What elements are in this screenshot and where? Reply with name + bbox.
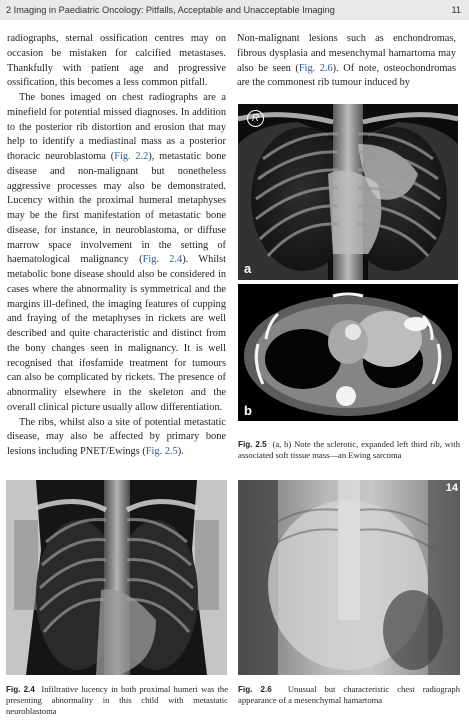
text-run: The bones imaged on chest radiographs are a minefield for potential missed diagnoses. In addition to the posterior rib distortion and erosion that may help to identify a mediastinal mass as a posterior thoracic neuroblastoma ( (7, 92, 226, 162)
text-run: ). Whilst metabolic bone disease should also be considered in cases where the abnormality is symmetrical and the margins ill-defined, the imaging features of cupping and fraying of the metaphyses in rickets are well described and quite characteristic and distinct from the bony changes seen in malignancy. It is well recognised that ifosfamide treatment for tumours can also be complicated by rickets. The presence of abnormality elsewhere in the skeleton and the overall clinical picture usually allow differentiation. (7, 254, 226, 413)
text-run: Non-malignant lesions such as enchondromas, fibrous dysplasia and mesenchymal hamartoma may also be seen ( (237, 33, 456, 74)
running-header (0, 0, 469, 20)
caption-text: Infiltrative lucency in both proximal humeri was the presenting abnormality in this child with metastatic neuroblastoma (6, 684, 229, 716)
text-run: ). (177, 446, 184, 457)
paragraph (237, 32, 456, 91)
figure-2-6-caption (238, 684, 460, 706)
figure-2-5-caption (238, 439, 460, 461)
caption-text: (a, b) Note the sclerotic, expanded left third rib, with associated soft tissue mass—an Ewing sarcoma (238, 439, 460, 460)
page-number: 11 (451, 5, 461, 15)
paragraph: radiographs, sternal ossification centres may on occasion be mistaken for calcified metastases. Thankfully with patient age and progressive ossification, this becomes a less common pitfall. (7, 33, 226, 89)
side-marker: R (247, 110, 264, 127)
caption-label: Fig. 2.6 (238, 685, 272, 694)
figure-link[interactable]: Fig. 2.6 (298, 62, 333, 74)
film-number: 14 (445, 482, 458, 494)
figure-2-5a-radiograph (238, 104, 458, 280)
figure-2-4-caption (6, 684, 228, 717)
chest-radiograph-image (6, 480, 227, 675)
figure-link[interactable]: Fig. 2.4 (142, 254, 183, 266)
chest-radiograph-image (238, 104, 458, 280)
caption-text: Unusual but characteristic chest radiograph appearance of a mesenchymal hamartoma (238, 684, 461, 705)
text-run: ), metastatic bone disease and non-malignant but nonetheless aggressive processes may also be demonstrated. Lucency within the proximal humeral metaphyses may be the first manifestation of metastatic bone disease, for instance, in neuroblastoma, or diffuse marrow space involvement in the setting of haematological malignancy ( (7, 151, 226, 266)
chest-radiograph-image (238, 480, 460, 675)
paragraph (7, 91, 226, 416)
left-text-column (7, 32, 226, 460)
chapter-title: 2 Imaging in Paediatric Oncology: Pitfalls, Acceptable and Unacceptable Imaging (6, 5, 335, 15)
panel-label-b: b (244, 403, 252, 418)
paragraph (7, 416, 226, 460)
ct-axial-image (238, 284, 458, 421)
text-run: The ribs, whilst also a site of potential metastatic disease, may also be affected by primary bone lesions including PNET/Ewings ( (7, 416, 226, 457)
figure-link[interactable]: Fig. 2.2 (114, 151, 149, 162)
figure-2-6-radiograph (238, 480, 460, 675)
right-text-column (237, 32, 456, 91)
caption-label: Fig. 2.5 (238, 440, 267, 449)
panel-label-a: a (244, 261, 252, 276)
figure-2-5b-ct (238, 284, 458, 421)
text-run: ). Of note, osteochondromas are the commonest rib tumour induced by (237, 62, 456, 89)
figure-link[interactable]: Fig. 2.5 (145, 446, 178, 457)
figure-2-4-radiograph (6, 480, 227, 675)
caption-label: Fig. 2.4 (6, 685, 35, 694)
